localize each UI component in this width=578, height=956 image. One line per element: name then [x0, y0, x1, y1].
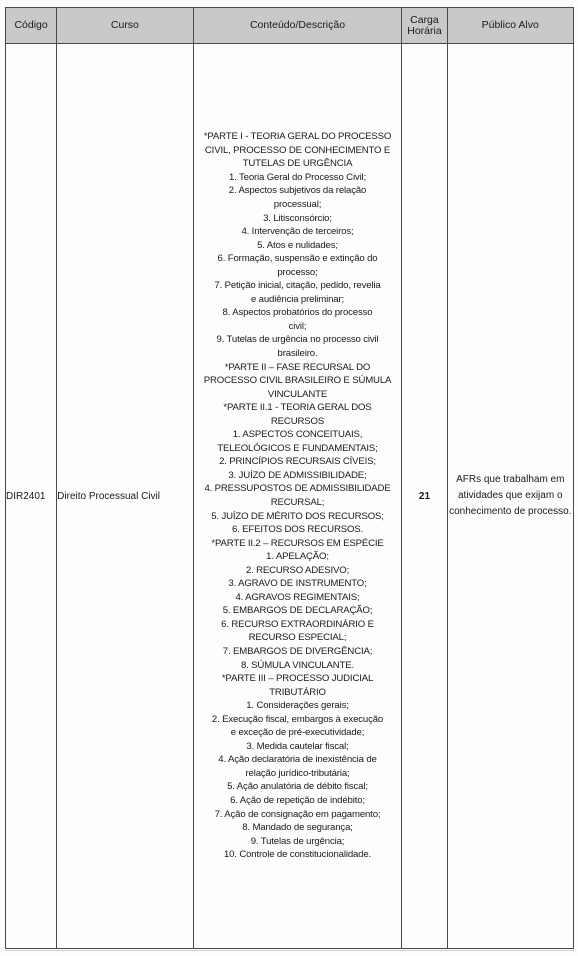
cell-course: Direito Processual Civil	[57, 44, 193, 949]
cell-hours: 21	[402, 44, 447, 949]
content-line: 5. JUÍZO DE MÉRITO DOS RECURSOS;	[211, 510, 384, 522]
content-line: 4. PRESSUPOSTOS DE ADMISSIBILIDADE	[204, 483, 391, 495]
content-line: 6. Formação, suspensão e extinção do	[217, 253, 378, 265]
content-line: 8. Aspectos probatórios do processo	[222, 307, 373, 319]
content-line: 3. JUÍZO DE ADMISSIBILIDADE;	[228, 469, 367, 481]
content-line: e audiência preliminar;	[250, 293, 345, 305]
content-line: 9. Tutelas de urgência no processo civil	[216, 334, 379, 346]
content-line: *PARTE III – PROCESSO JUDICIAL	[221, 673, 374, 685]
content-line: 2. Aspectos subjetivos da relação	[228, 185, 367, 197]
content-line: TELEOLÓGICOS E FUNDAMENTAIS;	[217, 442, 378, 454]
content-line: 1. Teoria Geral do Processo Civil;	[228, 171, 367, 183]
content-line: 1. APELAÇÃO;	[266, 551, 329, 563]
content-line: 3. Medida cautelar fiscal;	[246, 740, 349, 752]
content-line: 6. Ação de repetição de indébito;	[230, 795, 365, 807]
content-line: 8. SÚMULA VINCULANTE.	[240, 659, 355, 671]
cell-public: AFRs que trabalham em atividades que exijam o conhecimento de processo.	[447, 44, 573, 949]
content-line: 2. Execução fiscal, embargos à execução	[211, 713, 384, 725]
content-line: 1. Considerações gerais;	[246, 700, 349, 712]
content-line: 2. RECURSO ADESIVO;	[245, 564, 350, 576]
content-line: *PARTE II – FASE RECURSAL DO	[224, 361, 371, 373]
content-line: 4. Ação declaratória de inexistência de	[218, 754, 377, 766]
header-course: Curso	[57, 8, 193, 44]
content-line: 8. Mandado de segurança;	[242, 822, 353, 834]
content-line: 6. EFEITOS DOS RECURSOS.	[231, 524, 364, 536]
content-line: *PARTE II.1 - TEORIA GERAL DOS	[223, 402, 372, 414]
content-line: 4. AGRAVOS REGIMENTAIS;	[235, 591, 360, 603]
content-description	[194, 130, 402, 862]
content-line: TRIBUTÁRIO	[269, 686, 326, 698]
header-hours: Carga Horária	[402, 8, 447, 44]
course-table	[5, 7, 574, 949]
content-line: 4. Intervenção de terceiros;	[241, 226, 354, 238]
content-line: relação jurídico-tributária;	[245, 767, 350, 779]
content-line: processual;	[273, 198, 322, 210]
header-public: Público Alvo	[447, 8, 573, 44]
content-line: processo;	[277, 266, 318, 278]
content-line: RECURSAL;	[270, 497, 325, 508]
table-header-row	[6, 8, 574, 44]
content-line: 6. RECURSO EXTRAORDINÁRIO E	[221, 618, 374, 630]
content-line: 5. Atos e nulidades;	[257, 239, 338, 251]
content-line: 3. Litisconsórcio;	[263, 212, 332, 224]
content-line: RECURSOS	[270, 415, 325, 427]
content-line: *PARTE I - TEORIA GERAL DO PROCESSO	[203, 131, 392, 143]
table-row	[6, 44, 574, 949]
content-line: 5. EMBARGOS DE DECLARAÇÃO;	[222, 605, 373, 617]
content-line: 7. EMBARGOS DE DIVERGÊNCIA;	[222, 646, 373, 658]
header-content: Conteúdo/Descrição	[193, 8, 402, 44]
content-line: 5. Ação anulatória de débito fiscal;	[227, 781, 368, 793]
content-line: VINCULANTE	[267, 388, 328, 400]
cell-code: DIR2401	[6, 44, 57, 949]
content-line: 7. Ação de consignação em pagamento;	[214, 808, 381, 820]
header-code: Código	[6, 8, 57, 44]
content-line: 9. Tutelas de urgência;	[250, 835, 345, 847]
content-line: 10. Controle de constitucionalidade.	[223, 849, 372, 861]
content-line: RECURSO ESPECIAL;	[248, 632, 347, 644]
content-line: CIVIL, PROCESSO DE CONHECIMENTO E	[204, 144, 391, 156]
content-line: 3. AGRAVO DE INSTRUMENTO;	[228, 578, 367, 590]
content-line: *PARTE II.2 – RECURSOS EM ESPÉCIE	[211, 537, 384, 549]
content-line: 1. ASPECTOS CONCEITUAIS,	[232, 429, 363, 441]
content-line: brasileiro.	[277, 347, 318, 359]
content-line: PROCESSO CIVIL BRASILEIRO E SÚMULA	[203, 375, 392, 387]
content-line: TUTELAS DE URGÊNCIA	[242, 158, 353, 170]
content-line: 2. PRINCÍPIOS RECURSAIS CÍVEIS;	[219, 456, 376, 468]
content-line: civil;	[288, 320, 307, 332]
cell-content	[193, 44, 402, 949]
content-line: e exceção de pré-executividade;	[230, 727, 365, 739]
page-bottom-rule	[5, 950, 574, 951]
content-line: 7. Petição inicial, citação, pedido, revelia	[214, 280, 381, 292]
